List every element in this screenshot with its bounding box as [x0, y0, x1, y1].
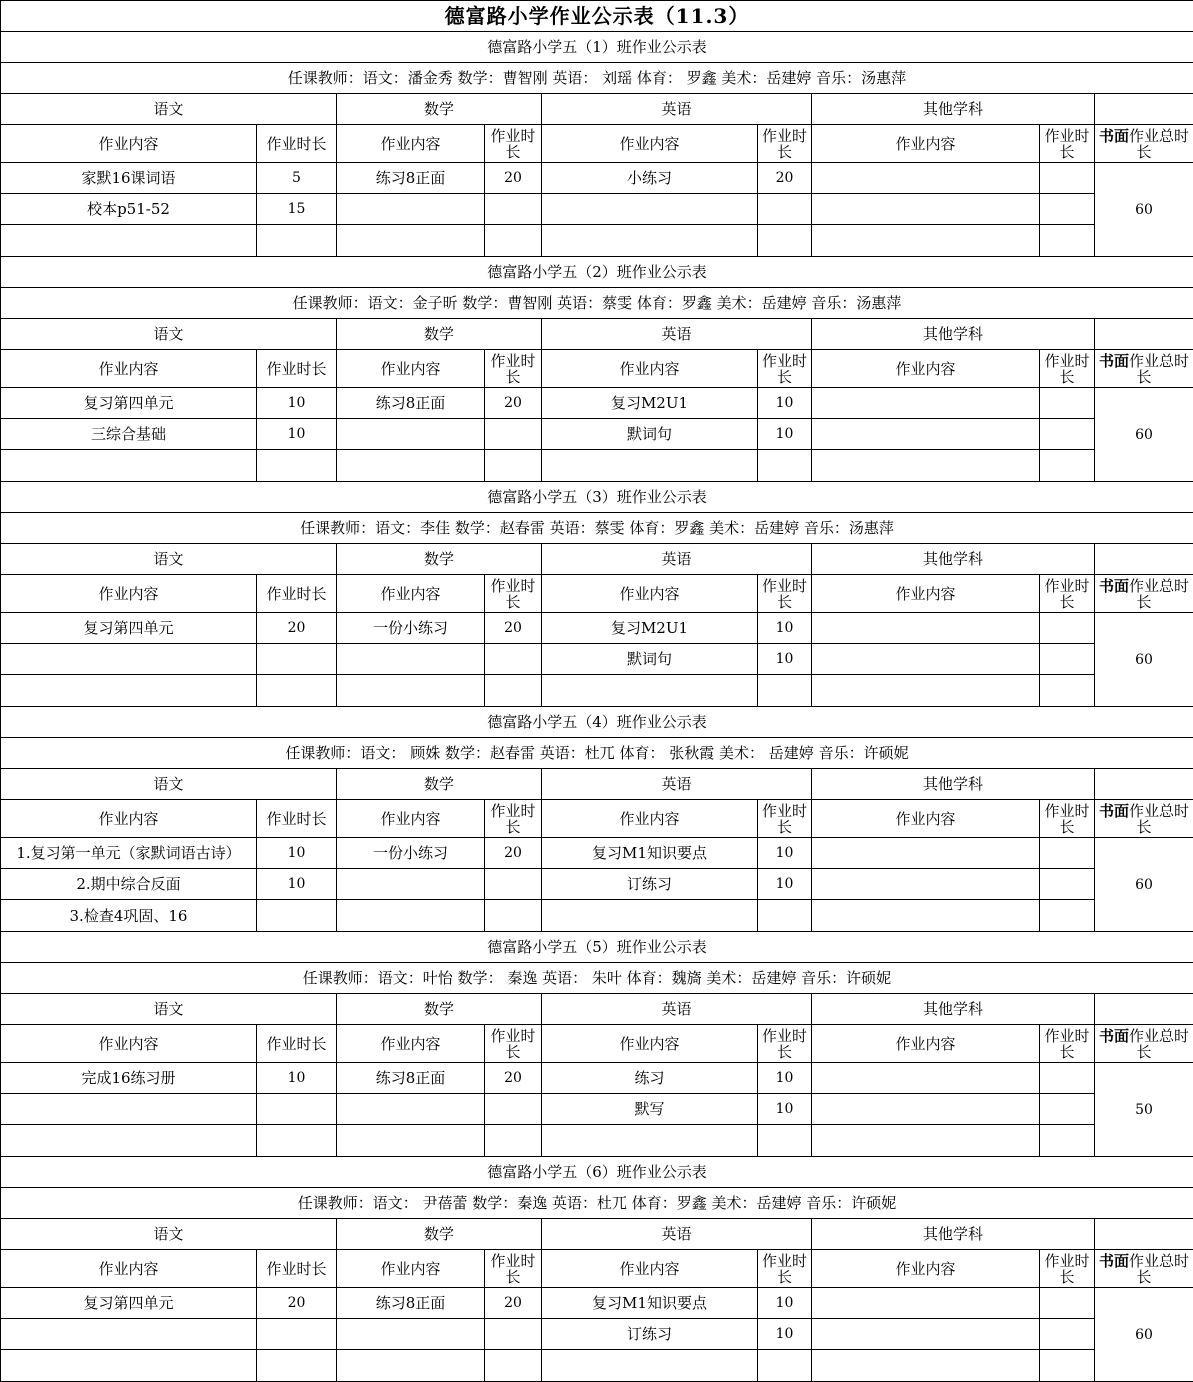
math-duration — [485, 450, 542, 482]
class-title: 德富路小学五（2）班作业公示表 — [1, 257, 1193, 288]
col-header-content: 作业内容 — [812, 800, 1040, 838]
subject-header-english: 英语 — [542, 94, 812, 125]
total-duration: 50 — [1095, 1063, 1193, 1157]
col-header-total — [1095, 350, 1193, 388]
chinese-content — [1, 450, 257, 482]
chinese-content — [1, 225, 257, 257]
other-duration — [1040, 225, 1095, 257]
chinese-duration: 10 — [257, 838, 337, 869]
total-header-bold: 书面 — [1099, 352, 1129, 370]
other-duration — [1040, 644, 1095, 675]
total-duration: 60 — [1095, 388, 1193, 482]
chinese-content: 完成16练习册 — [1, 1063, 257, 1094]
col-header-content: 作业内容 — [337, 1250, 485, 1288]
col-header-content: 作业内容 — [542, 575, 758, 613]
subject-header-other: 其他学科 — [812, 544, 1095, 575]
total-duration: 60 — [1095, 838, 1193, 932]
other-duration — [1040, 900, 1095, 932]
english-duration: 10 — [758, 644, 812, 675]
math-content — [337, 644, 485, 675]
subject-header-chinese: 语文 — [1, 1219, 337, 1250]
english-content: 练习 — [542, 1063, 758, 1094]
col-header-duration: 作业时长 — [257, 1250, 337, 1288]
math-duration — [485, 869, 542, 900]
english-content: 复习M1知识要点 — [542, 838, 758, 869]
math-duration: 20 — [485, 838, 542, 869]
english-duration: 10 — [758, 388, 812, 419]
english-content: 订练习 — [542, 869, 758, 900]
math-content — [337, 1319, 485, 1350]
subject-header-english: 英语 — [542, 1219, 812, 1250]
chinese-duration — [257, 225, 337, 257]
col-header-duration: 作业时长 — [1040, 125, 1095, 163]
other-duration — [1040, 450, 1095, 482]
math-duration — [485, 1125, 542, 1157]
math-content: 一份小练习 — [337, 838, 485, 869]
other-content — [812, 613, 1040, 644]
chinese-content: 家默16课词语 — [1, 163, 257, 194]
other-content — [812, 450, 1040, 482]
col-header-content: 作业内容 — [337, 575, 485, 613]
total-header-rest: 作业总时长 — [1129, 127, 1189, 161]
english-duration: 10 — [758, 869, 812, 900]
english-duration: 10 — [758, 838, 812, 869]
math-duration — [485, 644, 542, 675]
total-header-rest: 作业总时长 — [1129, 352, 1189, 386]
english-content: 订练习 — [542, 1319, 758, 1350]
col-header-content: 作业内容 — [337, 800, 485, 838]
other-duration — [1040, 194, 1095, 225]
other-content — [812, 1288, 1040, 1319]
english-duration — [758, 450, 812, 482]
chinese-content — [1, 1319, 257, 1350]
subject-header-math: 数学 — [337, 994, 542, 1025]
col-header-duration: 作业时长 — [1040, 1025, 1095, 1063]
col-header-content: 作业内容 — [812, 575, 1040, 613]
total-header-rest: 作业总时长 — [1129, 577, 1189, 611]
col-header-content: 作业内容 — [542, 125, 758, 163]
other-content — [812, 869, 1040, 900]
class-title: 德富路小学五（6）班作业公示表 — [1, 1157, 1193, 1188]
teacher-line: 任课教师：语文：金子昕 数学：曹智刚 英语：蔡雯 体育：罗鑫 美术：岳建婷 音乐：汤惠萍 — [1, 288, 1193, 319]
subject-header-math: 数学 — [337, 769, 542, 800]
math-duration — [485, 419, 542, 450]
chinese-content: 校本p51-52 — [1, 194, 257, 225]
total-header-rest: 作业总时长 — [1129, 1027, 1189, 1061]
subject-header-chinese: 语文 — [1, 994, 337, 1025]
chinese-duration: 10 — [257, 1063, 337, 1094]
subject-header-english: 英语 — [542, 544, 812, 575]
other-content — [812, 419, 1040, 450]
english-content — [542, 194, 758, 225]
class-title: 德富路小学五（1）班作业公示表 — [1, 32, 1193, 63]
english-content: 小练习 — [542, 163, 758, 194]
math-content — [337, 1094, 485, 1125]
other-duration — [1040, 613, 1095, 644]
total-header-rest: 作业总时长 — [1129, 802, 1189, 836]
chinese-duration: 5 — [257, 163, 337, 194]
other-content — [812, 388, 1040, 419]
subject-header-other: 其他学科 — [812, 94, 1095, 125]
chinese-content: 复习第四单元 — [1, 1288, 257, 1319]
other-content — [812, 225, 1040, 257]
col-header-duration: 作业时长 — [485, 350, 542, 388]
subject-header-other: 其他学科 — [812, 769, 1095, 800]
other-duration — [1040, 838, 1095, 869]
english-content: 复习M2U1 — [542, 388, 758, 419]
chinese-duration: 20 — [257, 613, 337, 644]
subject-header-math: 数学 — [337, 544, 542, 575]
other-duration — [1040, 1125, 1095, 1157]
math-content: 练习8正面 — [337, 1288, 485, 1319]
english-duration — [758, 675, 812, 707]
english-content: 复习M1知识要点 — [542, 1288, 758, 1319]
subject-header-math: 数学 — [337, 319, 542, 350]
english-duration: 20 — [758, 163, 812, 194]
chinese-duration — [257, 1125, 337, 1157]
teacher-line: 任课教师：语文：叶怡 数学： 秦逸 英语： 朱叶 体育：魏旖 美术：岳建婷 音乐：许硕妮 — [1, 963, 1193, 994]
col-header-duration: 作业时长 — [485, 1025, 542, 1063]
chinese-content: 3.检查4巩固、16 — [1, 900, 257, 932]
total-header-bold: 书面 — [1099, 1027, 1129, 1045]
col-header-content: 作业内容 — [542, 350, 758, 388]
col-header-duration: 作业时长 — [257, 1025, 337, 1063]
teacher-line: 任课教师：语文：潘金秀 数学：曹智刚 英语： 刘瑶 体育： 罗鑫 美术：岳建婷 音乐：汤惠萍 — [1, 63, 1193, 94]
col-header-content: 作业内容 — [812, 350, 1040, 388]
subject-header-math: 数学 — [337, 94, 542, 125]
chinese-duration — [257, 1319, 337, 1350]
class-title: 德富路小学五（5）班作业公示表 — [1, 932, 1193, 963]
english-duration — [758, 1350, 812, 1382]
chinese-duration — [257, 644, 337, 675]
other-duration — [1040, 388, 1095, 419]
math-duration — [485, 225, 542, 257]
math-duration — [485, 1350, 542, 1382]
other-duration — [1040, 419, 1095, 450]
other-content — [812, 838, 1040, 869]
total-header-rest: 作业总时长 — [1129, 1252, 1189, 1286]
chinese-duration: 10 — [257, 419, 337, 450]
english-content — [542, 900, 758, 932]
col-header-duration: 作业时长 — [1040, 1250, 1095, 1288]
other-content — [812, 163, 1040, 194]
col-header-content: 作业内容 — [1, 1025, 257, 1063]
math-content — [337, 1350, 485, 1382]
col-header-content: 作业内容 — [812, 1250, 1040, 1288]
subject-header-chinese: 语文 — [1, 544, 337, 575]
subject-header-english: 英语 — [542, 994, 812, 1025]
math-content — [337, 869, 485, 900]
english-content — [542, 675, 758, 707]
col-header-content: 作业内容 — [1, 125, 257, 163]
english-content: 默词句 — [542, 644, 758, 675]
col-header-content: 作业内容 — [542, 1025, 758, 1063]
teacher-line: 任课教师：语文：李佳 数学：赵春雷 英语：蔡雯 体育：罗鑫 美术：岳建婷 音乐：汤惠萍 — [1, 513, 1193, 544]
math-content — [337, 225, 485, 257]
subject-header-chinese: 语文 — [1, 94, 337, 125]
col-header-duration: 作业时长 — [758, 1250, 812, 1288]
col-header-duration: 作业时长 — [758, 350, 812, 388]
chinese-content: 2.期中综合反面 — [1, 869, 257, 900]
class-title: 德富路小学五（3）班作业公示表 — [1, 482, 1193, 513]
chinese-duration: 20 — [257, 1288, 337, 1319]
teacher-line: 任课教师：语文： 尹蓓蕾 数学：秦逸 英语：杜兀 体育：罗鑫 美术：岳建婷 音乐：许硕妮 — [1, 1188, 1193, 1219]
math-content: 练习8正面 — [337, 388, 485, 419]
math-content — [337, 419, 485, 450]
english-content — [542, 450, 758, 482]
total-header-bold: 书面 — [1099, 802, 1129, 820]
col-header-duration: 作业时长 — [1040, 350, 1095, 388]
english-content — [542, 1350, 758, 1382]
chinese-duration: 10 — [257, 869, 337, 900]
english-duration — [758, 1125, 812, 1157]
col-header-content: 作业内容 — [337, 350, 485, 388]
math-duration: 20 — [485, 1063, 542, 1094]
class-title: 德富路小学五（4）班作业公示表 — [1, 707, 1193, 738]
col-header-duration: 作业时长 — [485, 800, 542, 838]
chinese-duration — [257, 1350, 337, 1382]
total-header-bold: 书面 — [1099, 1252, 1129, 1270]
chinese-duration: 10 — [257, 388, 337, 419]
other-duration — [1040, 1350, 1095, 1382]
col-header-total — [1095, 1025, 1193, 1063]
subject-header-empty — [1095, 94, 1193, 125]
chinese-content — [1, 1094, 257, 1125]
col-header-duration: 作业时长 — [485, 125, 542, 163]
subject-header-english: 英语 — [542, 319, 812, 350]
subject-header-empty — [1095, 1219, 1193, 1250]
col-header-duration: 作业时长 — [758, 800, 812, 838]
math-duration — [485, 1094, 542, 1125]
other-duration — [1040, 869, 1095, 900]
math-duration: 20 — [485, 613, 542, 644]
total-duration: 60 — [1095, 1288, 1193, 1382]
english-content: 复习M2U1 — [542, 613, 758, 644]
col-header-duration: 作业时长 — [485, 1250, 542, 1288]
english-duration: 10 — [758, 419, 812, 450]
other-duration — [1040, 1094, 1095, 1125]
math-duration — [485, 1319, 542, 1350]
math-duration — [485, 900, 542, 932]
subject-header-empty — [1095, 319, 1193, 350]
col-header-content: 作业内容 — [542, 1250, 758, 1288]
chinese-content: 复习第四单元 — [1, 388, 257, 419]
col-header-duration: 作业时长 — [485, 575, 542, 613]
subject-header-english: 英语 — [542, 769, 812, 800]
col-header-content: 作业内容 — [337, 125, 485, 163]
col-header-duration: 作业时长 — [1040, 800, 1095, 838]
math-duration: 20 — [485, 1288, 542, 1319]
col-header-duration: 作业时长 — [257, 575, 337, 613]
other-content — [812, 900, 1040, 932]
other-content — [812, 675, 1040, 707]
other-content — [812, 194, 1040, 225]
math-content: 练习8正面 — [337, 1063, 485, 1094]
col-header-total — [1095, 800, 1193, 838]
math-content — [337, 675, 485, 707]
subject-header-empty — [1095, 994, 1193, 1025]
col-header-content: 作业内容 — [1, 350, 257, 388]
chinese-duration — [257, 1094, 337, 1125]
english-duration: 10 — [758, 1063, 812, 1094]
chinese-duration: 15 — [257, 194, 337, 225]
chinese-content: 复习第四单元 — [1, 613, 257, 644]
subject-header-chinese: 语文 — [1, 319, 337, 350]
col-header-total — [1095, 125, 1193, 163]
col-header-duration: 作业时长 — [758, 575, 812, 613]
english-content — [542, 225, 758, 257]
other-duration — [1040, 163, 1095, 194]
page-title: 德富路小学作业公示表（11.3） — [1, 1, 1193, 32]
col-header-content: 作业内容 — [812, 125, 1040, 163]
total-duration: 60 — [1095, 163, 1193, 257]
math-content: 一份小练习 — [337, 613, 485, 644]
math-duration: 20 — [485, 163, 542, 194]
chinese-duration — [257, 675, 337, 707]
english-content: 默词句 — [542, 419, 758, 450]
math-content — [337, 1125, 485, 1157]
english-duration: 10 — [758, 1094, 812, 1125]
total-header-bold: 书面 — [1099, 127, 1129, 145]
subject-header-empty — [1095, 544, 1193, 575]
chinese-content: 三综合基础 — [1, 419, 257, 450]
other-content — [812, 1350, 1040, 1382]
other-content — [812, 644, 1040, 675]
english-duration: 10 — [758, 1319, 812, 1350]
chinese-content — [1, 675, 257, 707]
total-duration: 60 — [1095, 613, 1193, 707]
english-duration — [758, 225, 812, 257]
other-content — [812, 1063, 1040, 1094]
math-content — [337, 450, 485, 482]
english-duration: 10 — [758, 613, 812, 644]
subject-header-chinese: 语文 — [1, 769, 337, 800]
subject-header-math: 数学 — [337, 1219, 542, 1250]
english-duration — [758, 900, 812, 932]
col-header-duration: 作业时长 — [758, 125, 812, 163]
other-duration — [1040, 1063, 1095, 1094]
col-header-content: 作业内容 — [812, 1025, 1040, 1063]
subject-header-other: 其他学科 — [812, 319, 1095, 350]
total-header-bold: 书面 — [1099, 577, 1129, 595]
other-content — [812, 1319, 1040, 1350]
col-header-content: 作业内容 — [1, 1250, 257, 1288]
chinese-content — [1, 1350, 257, 1382]
teacher-line: 任课教师：语文： 顾姝 数学：赵春雷 英语：杜兀 体育： 张秋霞 美术： 岳建婷 音乐：许硕妮 — [1, 738, 1193, 769]
col-header-content: 作业内容 — [1, 575, 257, 613]
col-header-total — [1095, 1250, 1193, 1288]
col-header-duration: 作业时长 — [257, 125, 337, 163]
col-header-duration: 作业时长 — [1040, 575, 1095, 613]
english-duration — [758, 194, 812, 225]
other-duration — [1040, 675, 1095, 707]
english-content: 默写 — [542, 1094, 758, 1125]
other-duration — [1040, 1319, 1095, 1350]
subject-header-other: 其他学科 — [812, 1219, 1095, 1250]
english-content — [542, 1125, 758, 1157]
chinese-duration — [257, 450, 337, 482]
other-content — [812, 1125, 1040, 1157]
col-header-content: 作业内容 — [542, 800, 758, 838]
subject-header-empty — [1095, 769, 1193, 800]
chinese-content — [1, 1125, 257, 1157]
math-duration — [485, 675, 542, 707]
col-header-duration: 作业时长 — [257, 800, 337, 838]
other-duration — [1040, 1288, 1095, 1319]
col-header-content: 作业内容 — [337, 1025, 485, 1063]
math-content — [337, 194, 485, 225]
other-content — [812, 1094, 1040, 1125]
chinese-content: 1.复习第一单元（家默词语古诗） — [1, 838, 257, 869]
math-duration — [485, 194, 542, 225]
chinese-duration — [257, 900, 337, 932]
col-header-duration: 作业时长 — [257, 350, 337, 388]
math-content: 练习8正面 — [337, 163, 485, 194]
math-content — [337, 900, 485, 932]
english-duration: 10 — [758, 1288, 812, 1319]
math-duration: 20 — [485, 388, 542, 419]
col-header-duration: 作业时长 — [758, 1025, 812, 1063]
col-header-total — [1095, 575, 1193, 613]
col-header-content: 作业内容 — [1, 800, 257, 838]
chinese-content — [1, 644, 257, 675]
subject-header-other: 其他学科 — [812, 994, 1095, 1025]
